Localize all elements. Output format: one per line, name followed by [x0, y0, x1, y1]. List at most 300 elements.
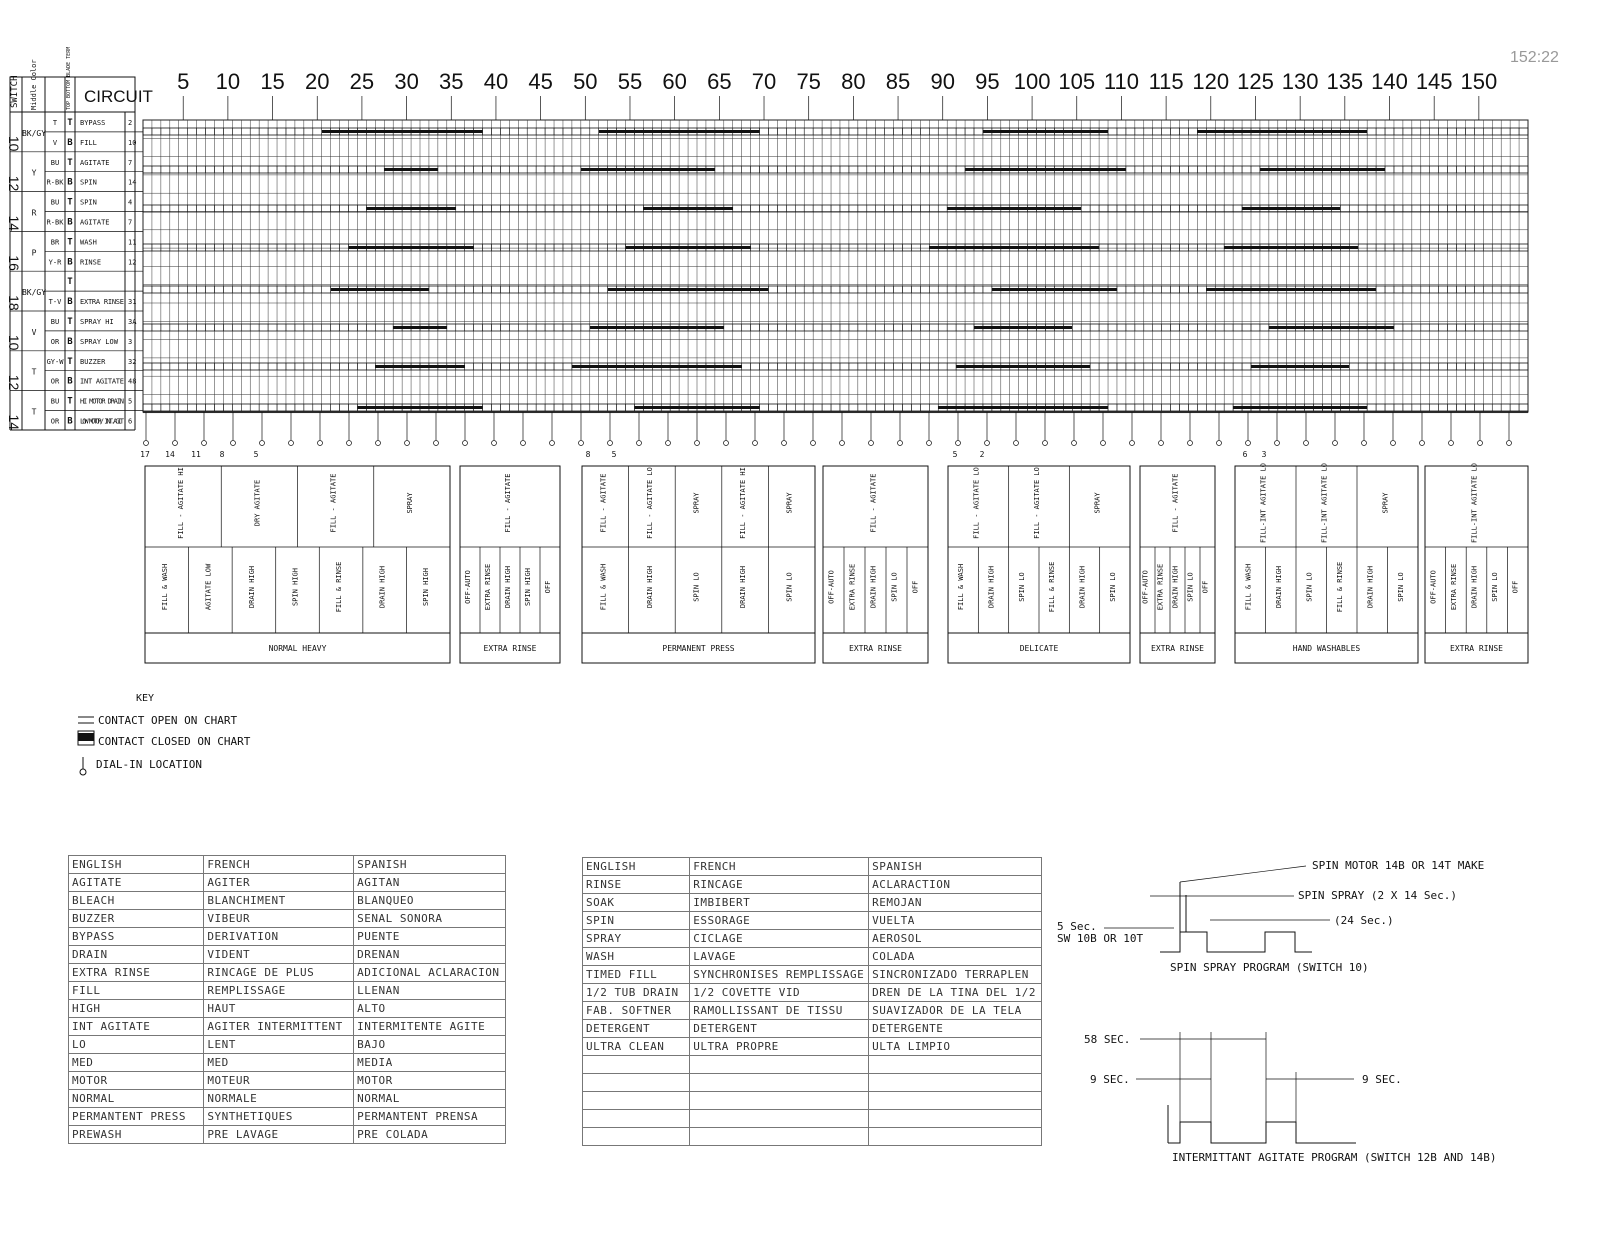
spin-motor-label: SPIN MOTOR 14B OR 14T MAKE — [1312, 859, 1485, 872]
translation-header-row — [69, 856, 506, 874]
cycle-name: NORMAL HEAVY — [268, 644, 327, 653]
cycle-step: OFF-AUTO — [1141, 570, 1150, 604]
blade-position: B — [67, 376, 73, 387]
closed-contact-segment — [634, 406, 759, 409]
cycle-step: OFF-AUTO — [1429, 570, 1438, 604]
dial-in-point — [1449, 441, 1454, 446]
spanish-term: INTERMITENTE AGITE — [354, 1018, 506, 1036]
cycle-name: DELICATE — [1019, 644, 1059, 653]
dial-in-number: 11 — [191, 450, 201, 459]
switch-number: 12 — [6, 175, 22, 192]
translation-row — [583, 966, 1042, 984]
int-agitate-caption: INTERMITTANT AGITATE PROGRAM (SWITCH 12B AND 14B) — [1172, 1151, 1497, 1164]
time-mark: 125 — [1237, 69, 1274, 94]
dial-in-markers — [140, 412, 1511, 459]
circuit-name: LOW MOTOR/ INT.AGIT — [80, 417, 124, 426]
cycle-name: PERMANENT PRESS — [662, 644, 735, 653]
closed-contact-segment — [322, 130, 483, 133]
dial-in-point — [782, 441, 787, 446]
time-mark: 25 — [349, 69, 375, 94]
dial-in-point — [753, 441, 758, 446]
dial-in-point — [376, 441, 381, 446]
cycle-step: SPIN LO — [1186, 572, 1195, 602]
dial-in-point — [405, 441, 410, 446]
circuit-name: SPRAY HI — [80, 317, 114, 326]
dial-in-number: 14 — [165, 450, 175, 459]
dial-in-point — [1101, 441, 1106, 446]
blade-position: T — [67, 316, 73, 327]
terminal-number: 32 — [128, 357, 137, 366]
circuit-name: AGITATE — [80, 218, 110, 227]
closed-contact-segment — [572, 365, 742, 368]
french-term: DERIVATION — [204, 928, 354, 946]
blade-position: B — [67, 416, 73, 427]
cycle-step: SPIN LO — [1108, 572, 1117, 602]
closed-contact-segment — [956, 365, 1090, 368]
blade-position: B — [67, 137, 73, 148]
cycle-step: EXTRA RINSE — [1156, 563, 1165, 611]
dial-in-point — [492, 441, 497, 446]
cycle-name: EXTRA RINSE — [849, 644, 902, 653]
spanish-term: BAJO — [354, 1036, 506, 1054]
circuit-name: SPIN — [80, 178, 97, 187]
english-term: DETERGENT — [583, 1020, 690, 1038]
blade-position: B — [67, 297, 73, 308]
time-mark: 120 — [1192, 69, 1230, 94]
spanish-term: SINCRONIZADO TERRAPLEN — [869, 966, 1042, 984]
time-mark: 140 — [1371, 69, 1408, 94]
spanish-term: LLENAN — [354, 982, 506, 1000]
translation-row — [583, 1038, 1042, 1056]
spanish-term: AEROSOL — [869, 930, 1042, 948]
cycle-step: OFF-AUTO — [827, 570, 836, 604]
terminal-number: 4 — [128, 198, 133, 207]
english-term — [583, 1092, 690, 1110]
spanish-term: DRENAN — [354, 946, 506, 964]
terminal-number: 10 — [128, 138, 137, 147]
dial-in-point — [289, 441, 294, 446]
english-term: AGITATE — [69, 874, 204, 892]
dial-in-number: 2 — [979, 450, 985, 459]
blade-position: T — [67, 356, 73, 367]
time-axis-labels — [177, 69, 1497, 120]
closed-contact-segment — [1206, 288, 1376, 291]
french-term: ULTRA PROPRE — [690, 1038, 869, 1056]
time-mark: 35 — [439, 69, 464, 94]
translation-row — [69, 1000, 506, 1018]
cycle-function: FILL - AGITATE HI — [739, 467, 748, 539]
cycle-step: FILL & RINSE — [335, 561, 344, 613]
cycle-name: EXTRA RINSE — [1450, 644, 1503, 653]
closed-contact-segment — [626, 246, 751, 249]
cycle-step: DRAIN HIGH — [1274, 565, 1283, 609]
cycle-step: SPIN HIGH — [291, 568, 300, 606]
cycle-step: OFF — [911, 580, 920, 594]
french-term: RINCAGE — [690, 876, 869, 894]
dial-in-symbol — [80, 769, 86, 775]
cycle-step: EXTRA RINSE — [1449, 563, 1458, 611]
terminal-number: 12 — [128, 258, 137, 267]
translation-table-left — [68, 855, 506, 1144]
french-term: FRENCH — [204, 856, 354, 874]
french-term: LAVAGE — [690, 948, 869, 966]
english-term: SPIN — [583, 912, 690, 930]
cycle-step: SPIN LO — [692, 572, 701, 602]
cycle-function: FILL - AGITATE HI — [177, 467, 186, 539]
closed-contact-segment — [599, 130, 760, 133]
french-term: HAUT — [204, 1000, 354, 1018]
cycle-step: DRAIN HIGH — [247, 565, 256, 609]
french-term: PRE LAVAGE — [204, 1126, 354, 1144]
switch-number: 10 — [6, 135, 22, 152]
dial-in-point — [869, 441, 874, 446]
time-mark: 60 — [662, 69, 687, 94]
closed-contact-segment — [965, 168, 1126, 171]
cycle-step: DRAIN HIGH — [645, 565, 654, 609]
cycle-function: FILL-INT AGITATE LO — [1470, 462, 1479, 544]
dial-in-point — [260, 441, 265, 446]
closed-contact-segment — [992, 288, 1117, 291]
english-term: INT AGITATE — [69, 1018, 204, 1036]
time-mark: 75 — [796, 69, 821, 94]
time-mark: 135 — [1326, 69, 1364, 94]
dial-in-number: 6 — [1242, 450, 1248, 459]
switch-wire-color: T — [31, 367, 37, 377]
translation-row — [69, 1072, 506, 1090]
dial-in-number: 17 — [140, 450, 150, 459]
terminal-number: 11 — [128, 238, 137, 247]
french-term: NORMALE — [204, 1090, 354, 1108]
cycle-function: FILL - AGITATE — [504, 473, 512, 533]
switch-header: SWITCH — [10, 75, 20, 108]
spin-5sec-label: 5 Sec. — [1057, 920, 1097, 933]
cycle-step: FILL & WASH — [1244, 563, 1253, 611]
dial-in-point — [202, 441, 207, 446]
time-mark: 85 — [885, 69, 911, 94]
english-term: ENGLISH — [69, 856, 204, 874]
french-term: FRENCH — [690, 858, 869, 876]
french-term: AGITER — [204, 874, 354, 892]
spin-spray-program — [1057, 859, 1484, 974]
sheet-code: 152:22 — [1510, 49, 1559, 66]
dial-in-point — [1217, 441, 1222, 446]
switch-wire-color: T — [31, 407, 37, 417]
time-mark: 100 — [1013, 69, 1051, 94]
cycle-function: SPRAY — [1093, 492, 1102, 514]
int-9sec-right-label: 9 SEC. — [1362, 1073, 1402, 1086]
terminal-number: 5 — [128, 397, 133, 406]
cycle-step: DRAIN HIGH — [1171, 565, 1180, 609]
circuit-wire: BU — [50, 158, 60, 167]
circuit-wire: BR — [50, 238, 60, 247]
french-term: BLANCHIMENT — [204, 892, 354, 910]
terminal-number: 14 — [128, 178, 137, 187]
key-dial-in: DIAL-IN LOCATION — [96, 758, 202, 771]
cycle-table — [145, 463, 1528, 663]
int-9sec-left-label: 9 SEC. — [1090, 1073, 1130, 1086]
circuit-name: EXTRA RINSE — [80, 298, 124, 307]
dial-in-point — [1072, 441, 1077, 446]
translation-row — [69, 1018, 506, 1036]
dial-in-point — [840, 441, 845, 446]
english-term: BUZZER — [69, 910, 204, 928]
circuit-wire: OR — [50, 417, 60, 426]
cycle-step: DRAIN HIGH — [987, 565, 996, 609]
translation-row — [583, 1020, 1042, 1038]
closed-contact-segment — [608, 288, 769, 291]
blade-position: T — [67, 197, 73, 208]
terminal-number: 2 — [128, 118, 133, 127]
spanish-term: MOTOR — [354, 1072, 506, 1090]
dial-in-point — [1043, 441, 1048, 446]
dial-in-point — [231, 441, 236, 446]
cycle-step: SPIN HIGH — [524, 568, 532, 606]
closed-contact-segment — [393, 326, 447, 329]
spin-24sec-label: (24 Sec.) — [1334, 914, 1394, 927]
cycle-step: DRAIN HIGH — [378, 565, 387, 609]
time-mark: 70 — [751, 69, 777, 94]
closed-contact-segment — [1251, 365, 1349, 368]
circuit-name: BYPASS — [80, 118, 106, 127]
english-term — [583, 1128, 690, 1146]
circuit-wire: R-BK — [46, 178, 64, 187]
translation-row — [69, 874, 506, 892]
dial-in-number: 3 — [1261, 450, 1267, 459]
cycle-function: FILL-INT AGITATE LO — [1259, 462, 1268, 544]
spanish-term: PRE COLADA — [354, 1126, 506, 1144]
cycle-step: FILL & WASH — [599, 563, 608, 611]
closed-contact-segment — [366, 207, 455, 210]
cycle-step: DRAIN HIGH — [869, 565, 878, 609]
french-term: RAMOLLISSANT DE TISSU — [690, 1002, 869, 1020]
time-mark: 115 — [1148, 69, 1184, 94]
cycle-step: SPIN LO — [890, 572, 899, 602]
cycle-function: FILL - AGITATE LO — [645, 467, 654, 539]
circuit-name: BUZZER — [80, 357, 106, 366]
time-mark: 130 — [1281, 69, 1319, 94]
closed-contact-segment — [1233, 406, 1367, 409]
cycle-step: FILL & RINSE — [1048, 561, 1057, 613]
blade-position: B — [67, 257, 73, 268]
english-term: WASH — [583, 948, 690, 966]
dial-in-point — [1507, 441, 1512, 446]
cycle-step: AGITATE LOW — [204, 563, 213, 611]
spanish-term: PERMANTENT PRENSA — [354, 1108, 506, 1126]
french-term: REMPLISSAGE — [204, 982, 354, 1000]
dial-in-point — [1304, 441, 1309, 446]
dial-in-point — [347, 441, 352, 446]
french-term: SYNTHETIQUES — [204, 1108, 354, 1126]
dial-in-point — [173, 441, 178, 446]
translation-row — [583, 930, 1042, 948]
terminal-number: 7 — [128, 218, 133, 227]
key-closed-contact: CONTACT CLOSED ON CHART — [98, 735, 251, 748]
english-term: PREWASH — [69, 1126, 204, 1144]
translation-row — [69, 1108, 506, 1126]
closed-contact-segment — [974, 326, 1072, 329]
french-term: RINCAGE DE PLUS — [204, 964, 354, 982]
dial-in-point — [1420, 441, 1425, 446]
dial-in-point — [927, 441, 932, 446]
translation-row — [583, 1110, 1042, 1128]
dial-in-point — [434, 441, 439, 446]
blade-position: B — [67, 177, 73, 188]
spanish-term: AGITAN — [354, 874, 506, 892]
english-term: SOAK — [583, 894, 690, 912]
switch-wire-color: P — [31, 248, 37, 258]
time-mark: 65 — [707, 69, 732, 94]
closed-contact-segment — [349, 246, 474, 249]
closed-contact-segment — [581, 168, 715, 171]
circuit-name: INT AGITATE — [80, 377, 124, 386]
time-mark: 30 — [394, 69, 419, 94]
translation-row — [583, 876, 1042, 894]
int-58sec-label: 58 SEC. — [1084, 1033, 1131, 1046]
dial-in-point — [1362, 441, 1367, 446]
english-term: BLEACH — [69, 892, 204, 910]
french-term — [690, 1092, 869, 1110]
english-term: BYPASS — [69, 928, 204, 946]
time-mark: 95 — [975, 69, 1000, 94]
dial-in-point — [1275, 441, 1280, 446]
closed-contact-segment — [375, 365, 464, 368]
switch-wire-color: Y — [31, 168, 37, 178]
time-mark: 105 — [1058, 69, 1096, 94]
closed-contact-segment — [643, 207, 732, 210]
contact-header: TOP BOTTOM BLADE TERM — [66, 46, 72, 110]
cycle-function: FILL - AGITATE — [599, 473, 608, 533]
circuit-wire: GY-W — [46, 357, 64, 366]
cycle-step: SPIN LO — [785, 572, 794, 602]
dial-in-point — [144, 441, 149, 446]
dial-in-point — [1014, 441, 1019, 446]
time-grid — [143, 120, 1528, 413]
cycle-function: SPRAY — [1381, 492, 1390, 514]
switch-number: 18 — [6, 295, 22, 311]
english-term — [583, 1074, 690, 1092]
english-term: LO — [69, 1036, 204, 1054]
terminal-number: 3A — [128, 317, 137, 326]
french-term — [690, 1056, 869, 1074]
cycle-step: DRAIN HIGH — [1470, 565, 1479, 609]
english-term — [583, 1056, 690, 1074]
cycle-function: FILL-INT AGITATE LO — [1320, 462, 1329, 544]
translation-row — [69, 1036, 506, 1054]
cycle-step: EXTRA RINSE — [484, 563, 492, 611]
circuit-wire: T-V — [48, 298, 62, 307]
spanish-term: DREN DE LA TINA DEL 1/2 — [869, 984, 1042, 1002]
dial-in-point — [579, 441, 584, 446]
spanish-term: SENAL SONORA — [354, 910, 506, 928]
spanish-term: ULTA LIMPIO — [869, 1038, 1042, 1056]
closed-contact-segment — [1197, 130, 1367, 133]
circuit-name: SPIN — [80, 198, 97, 207]
closed-contact-segment — [983, 130, 1108, 133]
spanish-term: SPANISH — [869, 858, 1042, 876]
spin-spray-caption: SPIN SPRAY PROGRAM (SWITCH 10) — [1170, 961, 1369, 974]
dial-in-point — [811, 441, 816, 446]
cycle-name: HAND WASHABLES — [1292, 644, 1361, 653]
french-term: CICLAGE — [690, 930, 869, 948]
french-term — [690, 1128, 869, 1146]
time-mark: 50 — [573, 69, 598, 94]
dial-in-point — [898, 441, 903, 446]
dial-in-point — [608, 441, 613, 446]
dial-in-point — [1391, 441, 1396, 446]
circuit-wire: R-BK — [46, 218, 64, 227]
french-term: VIDENT — [204, 946, 354, 964]
closed-contact-segment — [384, 168, 438, 171]
french-term — [690, 1074, 869, 1092]
time-mark: 90 — [930, 69, 955, 94]
french-term: LENT — [204, 1036, 354, 1054]
dial-in-point — [724, 441, 729, 446]
translation-row — [583, 912, 1042, 930]
french-term: DETERGENT — [690, 1020, 869, 1038]
terminal-number: 31 — [128, 298, 137, 307]
closed-contact-segment — [929, 246, 1099, 249]
switch-number: 16 — [6, 255, 22, 271]
dial-in-point — [1188, 441, 1193, 446]
english-term: EXTRA RINSE — [69, 964, 204, 982]
spanish-term — [869, 1092, 1042, 1110]
spanish-term: COLADA — [869, 948, 1042, 966]
spanish-term: SPANISH — [354, 856, 506, 874]
cycle-step: FILL & RINSE — [1335, 561, 1344, 613]
circuit-name: SPRAY LOW — [80, 337, 118, 346]
translation-row — [69, 946, 506, 964]
dial-in-number: 5 — [611, 450, 617, 459]
terminal-number: 7 — [128, 158, 133, 167]
blade-position: B — [67, 336, 73, 347]
dial-in-point — [637, 441, 642, 446]
terminal-number: 3 — [128, 337, 133, 346]
dial-in-point — [956, 441, 961, 446]
closed-contact-segment — [938, 406, 1108, 409]
translation-row — [583, 894, 1042, 912]
english-term: SPRAY — [583, 930, 690, 948]
translation-row — [69, 1126, 506, 1144]
spanish-term: DETERGENTE — [869, 1020, 1042, 1038]
dial-in-point — [550, 441, 555, 446]
cycle-function: FILL - AGITATE LO — [1033, 467, 1041, 539]
contact-bars — [143, 128, 1528, 411]
spanish-term: ALTO — [354, 1000, 506, 1018]
terminal-number: 48 — [128, 377, 137, 386]
blade-position: T — [67, 117, 73, 128]
spanish-term: ACLARACTION — [869, 876, 1042, 894]
cycle-step: SPIN LO — [1017, 572, 1026, 602]
translation-header-row — [583, 858, 1042, 876]
translation-row — [583, 1128, 1042, 1146]
circuit-header: CIRCUIT — [84, 87, 153, 106]
closed-contact-segment — [1260, 168, 1385, 171]
cycle-step: SPIN LO — [1491, 572, 1500, 602]
translation-row — [583, 1092, 1042, 1110]
english-term: HIGH — [69, 1000, 204, 1018]
switch-number: 12 — [6, 374, 22, 391]
closed-contact-segment — [947, 207, 1081, 210]
dial-in-point — [521, 441, 526, 446]
wire-color-header: Middle Color — [30, 59, 38, 110]
spin-spray-label: SPIN SPRAY (2 X 14 Sec.) — [1298, 889, 1457, 902]
cycle-name: EXTRA RINSE — [1151, 644, 1204, 653]
time-mark: 15 — [260, 69, 285, 94]
circuit-name: RINSE — [80, 258, 102, 267]
spanish-term — [869, 1110, 1042, 1128]
circuit-name: HI MOTOR DRAIN — [80, 397, 124, 406]
translation-row — [69, 910, 506, 928]
